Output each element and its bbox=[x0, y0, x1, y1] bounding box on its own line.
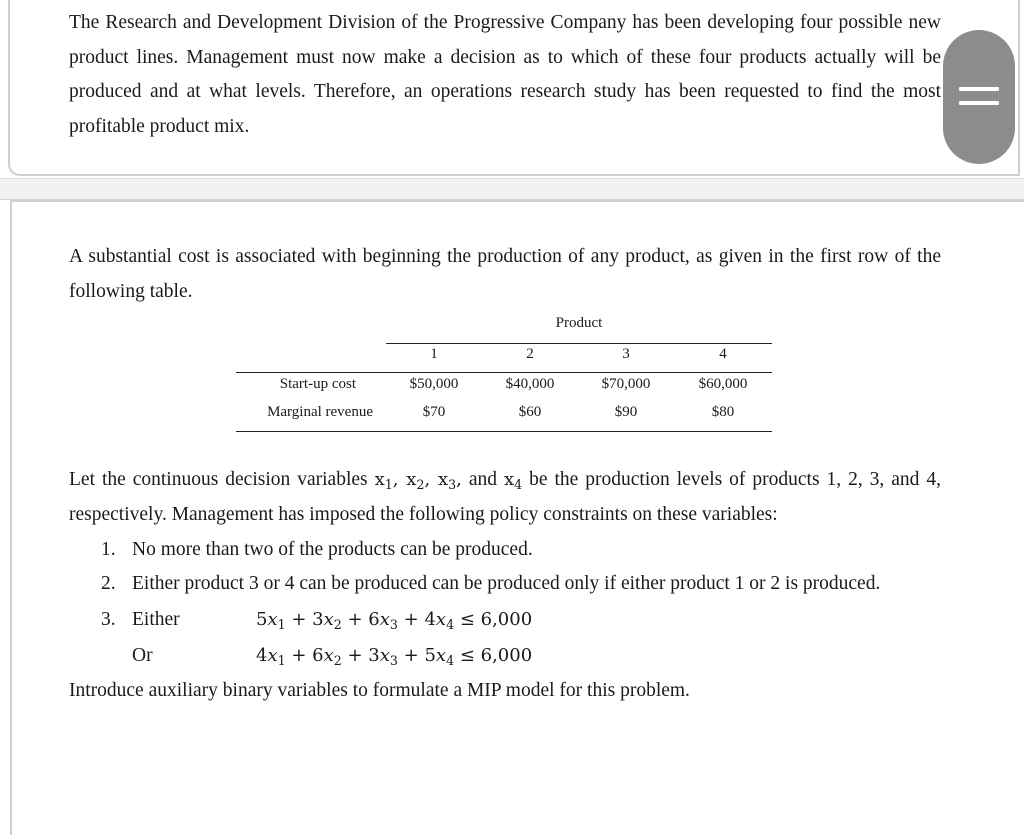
constraint-equation-1: $5x_1 + 3x_2 + 6x_3 + 4x_4 \le 6,000$ bbox=[256, 609, 533, 632]
drag-handle-icon[interactable] bbox=[943, 30, 1015, 164]
table-cell: $70 bbox=[422, 404, 446, 420]
column-header: 3 bbox=[622, 346, 630, 362]
eq1-rhs: 6,000 bbox=[480, 609, 533, 630]
table-rule bbox=[236, 431, 772, 432]
variables-rest: be the production levels of products 1, 2, 3, and 4, respectively. Management has imposed the following policy constraints on these variables: bbox=[69, 469, 941, 525]
list-item-number: 3. bbox=[101, 609, 116, 630]
table-cell: $40,000 bbox=[505, 376, 555, 392]
table-cell: $90 bbox=[614, 404, 638, 420]
or-label: Or bbox=[132, 645, 153, 666]
row-label-revenue: Marginal revenue bbox=[267, 404, 373, 420]
column-header: 4 bbox=[719, 346, 727, 362]
row-label-startup: Start-up cost bbox=[279, 376, 356, 392]
table-cell: $80 bbox=[711, 404, 735, 420]
variables-and: and bbox=[468, 469, 498, 490]
table-cell: $60,000 bbox=[698, 376, 748, 392]
table-rule bbox=[236, 372, 772, 373]
list-item-number: 2. bbox=[101, 573, 116, 594]
table-cell: $70,000 bbox=[601, 376, 651, 392]
list-item-number: 1. bbox=[101, 539, 116, 560]
variable-x4: $x_4$ bbox=[503, 469, 523, 492]
handle-bar bbox=[959, 101, 999, 105]
constraint-equation-2: $4x_1 + 6x_2 + 3x_3 + 5x_4 \le 6,000$ bbox=[256, 645, 533, 668]
variables-lead: Let the continuous decision variables bbox=[69, 469, 368, 490]
variables-paragraph bbox=[69, 463, 941, 532]
table-cell: $50,000 bbox=[409, 376, 459, 392]
variables-math: $x_1$, $x_2$, $x_3$, bbox=[374, 469, 462, 492]
list-item: No more than two of the products can be produced. bbox=[132, 539, 533, 560]
column-header: 2 bbox=[526, 346, 534, 362]
list-item: Either product 3 or 4 can be produced can be produced only if either product 1 or 2 is produced. bbox=[132, 573, 881, 594]
closing-instruction: Introduce auxiliary binary variables to formulate a MIP model for this problem. bbox=[69, 680, 690, 701]
handle-bar bbox=[959, 87, 999, 91]
cost-intro-paragraph: A substantial cost is associated with beginning the production of any product, as given in the first row of the following table. bbox=[69, 246, 941, 302]
product-table bbox=[236, 312, 772, 434]
table-cell: $60 bbox=[518, 404, 542, 420]
table-rule bbox=[386, 343, 772, 344]
eq2-rhs: 6,000 bbox=[480, 645, 533, 666]
table-header-product: Product bbox=[555, 315, 603, 331]
either-label: Either bbox=[132, 609, 180, 630]
column-header: 1 bbox=[430, 346, 438, 362]
intro-paragraph: The Research and Development Division of the Progressive Company has been developing four possible new product lines. Management must now make a decision as to which of these four products actually will be produced and at what levels. Therefore, an operations research study has been requested to find the most profitable product mix. bbox=[69, 12, 941, 137]
card-divider bbox=[0, 178, 1024, 200]
